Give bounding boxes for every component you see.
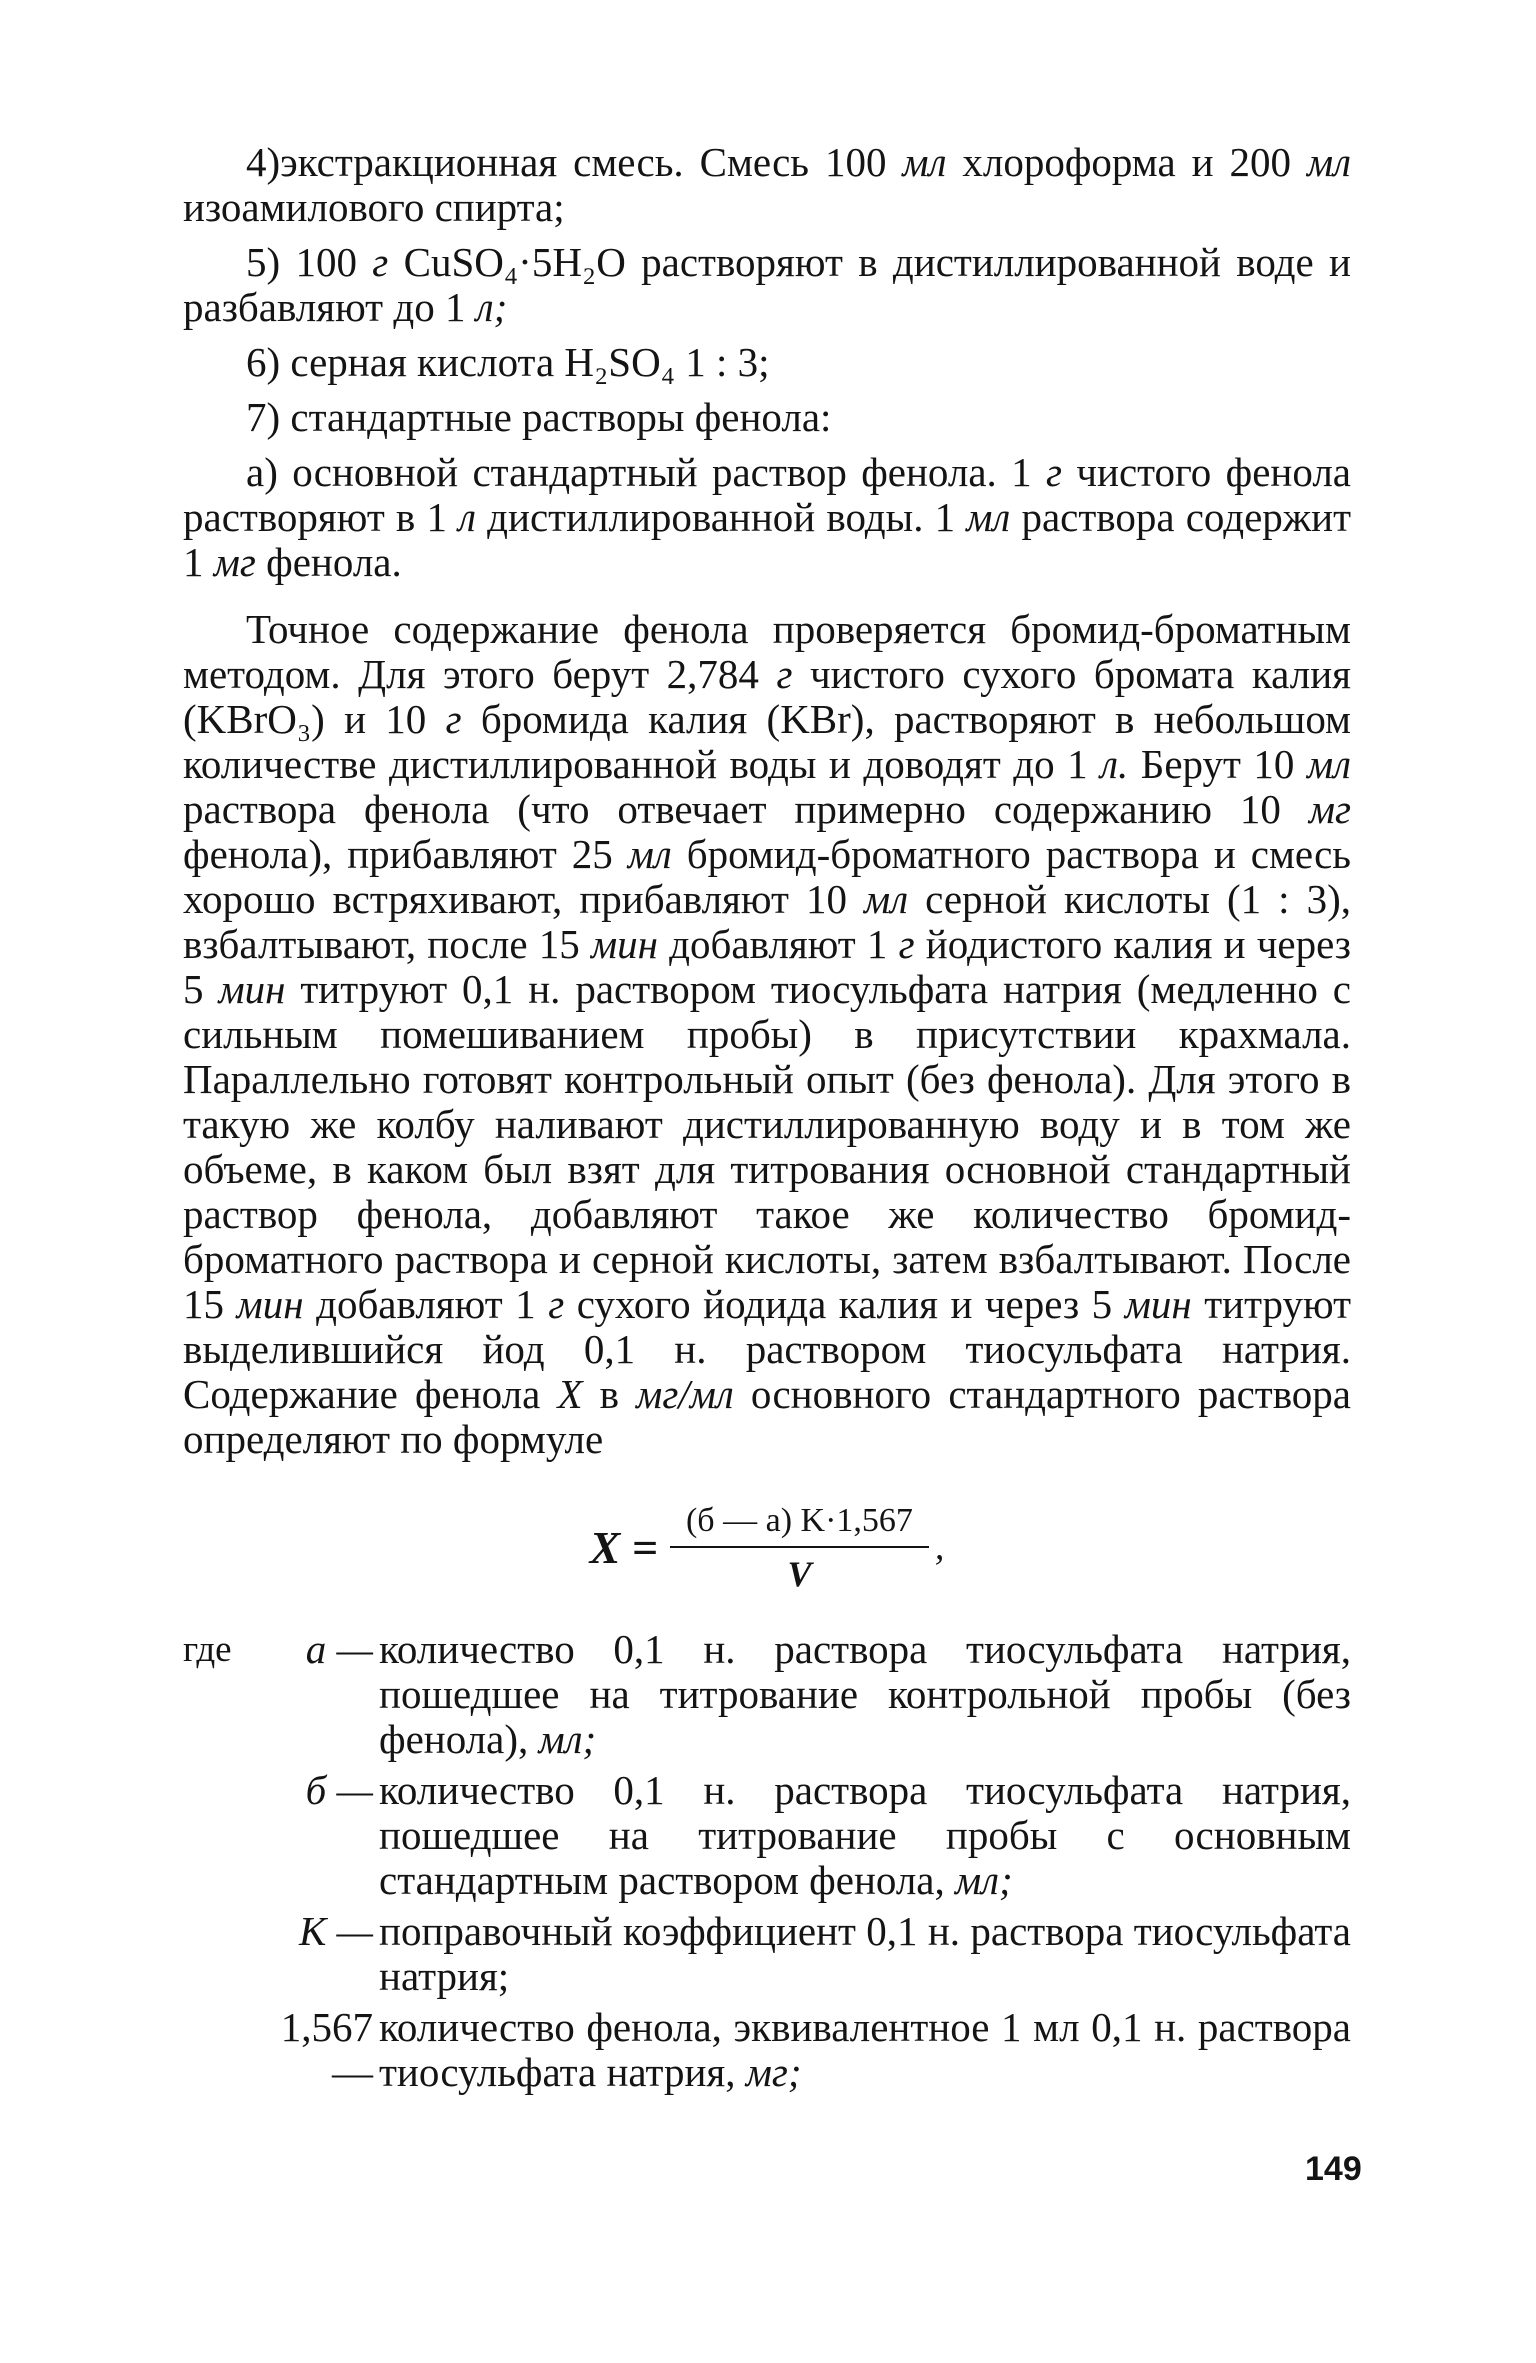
definition-item [183, 2005, 1351, 2095]
page-text [183, 140, 1351, 2101]
reagent-item-5: 5) 100 г CuSO₄·5H₂O растворяют в дистиллированной воде и разбавляют до 1 л; [183, 239, 1351, 330]
reagent-item-7: 7) стандартные растворы фенола: [246, 394, 832, 440]
where-label: где [183, 1629, 232, 1670]
definition-text: поправочный коэффициент 0,1 н. раствора тиосульфата натрия; [379, 1908, 1351, 1999]
definition-item [183, 1909, 1351, 1999]
method-paragraph: Точное содержание фенола проверяется бромид-броматным методом. Для этого берут 2,784 г чистого сухого бромата калия (KBrO₃) и 10 г бромида калия (KBr), растворяют в небольшом количестве дистиллированной воды и доводят до 1 л. Берут 10 мл раствора фенола (что отвечает примерно содержанию 10 мг фенола), прибавляют 25 мл бромид-броматного раствора и смесь хорошо встряхивают, прибавляют 10 мл серной кислоты (1 : 3), взбалтывают, после 15 мин добавляют 1 г йодистого калия и через 5 мин титруют 0,1 н. раствором тиосульфата натрия (медленно с сильным помешиванием пробы) в присутствии крахмала. Параллельно готовят контрольный опыт (без фенола). Для этого в такую же колбу наливают дистиллированную воду и в том же объеме, в каком был взят для титрования основной стандартный раствор фенола, добавляют такое же количество бромид-броматного раствора и серной кислоты, затем взбалтывают. После 15 мин добавляют 1 г сухого йодида калия и через 5 мин титруют выделившийся йод 0,1 н. раствором тиосульфата натрия. Содержание фенола X в мг/мл основного стандартного раствора определяют по формуле [183, 606, 1352, 1462]
reagent-item-6: 6) серная кислота H₂SO₄ 1 : 3; [246, 339, 770, 385]
formula-comma: , [934, 1526, 945, 1568]
definition-text: количество 0,1 н. раствора тиосульфата натрия, пошедшее на титрование контрольной пробы (без фенола), мл; [379, 1626, 1351, 1762]
page-number: 149 [1305, 2150, 1362, 2188]
definition-item [183, 1768, 1351, 1903]
definition-symbol: 1,567 — [280, 2004, 373, 2095]
formula-lhs: X = [589, 1522, 658, 1573]
definition-item [183, 1627, 1351, 1762]
reagent-item-4: 4)экстракционная смесь. Смесь 100 мл хлороформа и 200 мл изоамилового спирта; [183, 139, 1351, 230]
definition-text: количество 0,1 н. раствора тиосульфата натрия, пошедшее на титрование пробы с основным стандартным раствором фенола, мл; [379, 1767, 1351, 1903]
formula-numerator: (б — а) K·1,567 [670, 1498, 929, 1548]
definition-text: количество фенола, эквивалентное 1 мл 0,1 н. раствора тиосульфата натрия, мг; [379, 2004, 1351, 2095]
formula-denominator: V [787, 1554, 812, 1594]
formula [183, 1498, 1351, 1597]
definitions-list [183, 1627, 1351, 2095]
definition-symbol: а — [305, 1626, 373, 1672]
formula-fraction [670, 1498, 929, 1597]
reagent-item-7a: а) основной стандартный раствор фенола. 1 г чистого фенола растворяют в 1 л дистиллированной воды. 1 мл раствора содержит 1 мг фенола. [183, 449, 1351, 585]
definition-symbol: б — [305, 1767, 373, 1813]
definition-symbol: K — [298, 1908, 373, 1954]
